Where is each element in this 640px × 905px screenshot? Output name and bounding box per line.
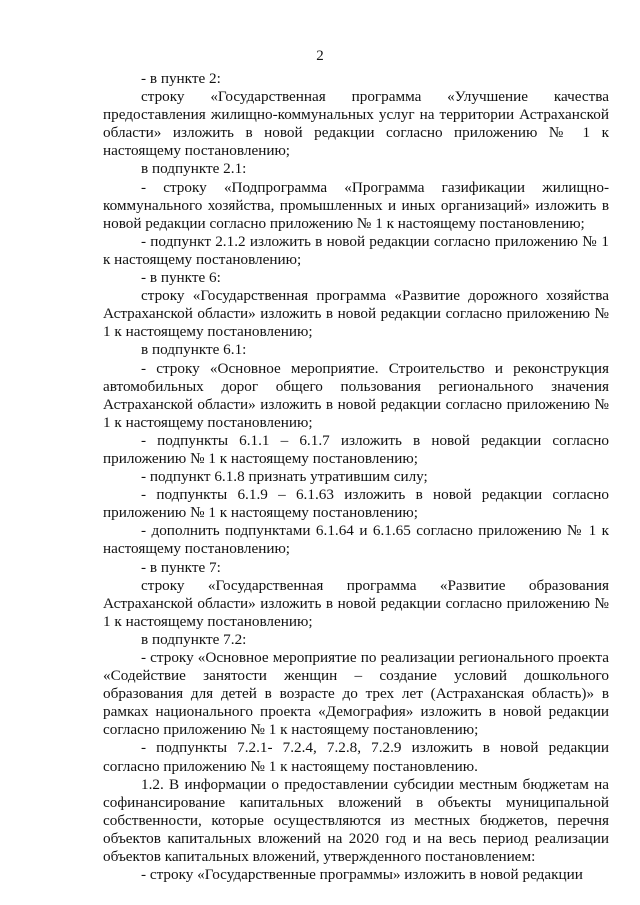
paragraph: в подпункте 2.1: bbox=[141, 160, 247, 178]
paragraph: строку «Государственная программа «Развитие образования Астраханской области» изложить в новой редакции согласно приложению № 1 к настоящему постановлению; bbox=[103, 576, 609, 630]
paragraph: - дополнить подпунктами 6.1.64 и 6.1.65 согласно приложению № 1 к настоящему постановлению; bbox=[103, 522, 609, 558]
paragraph: строку «Государственная программа «Развитие дорожного хозяйства Астраханской области» изложить в новой редакции согласно приложению № 1 к настоящему постановлению; bbox=[103, 287, 609, 341]
paragraph: - подпункт 6.1.8 признать утратившим силу; bbox=[141, 468, 428, 486]
paragraph: - в пункте 2: bbox=[141, 70, 221, 87]
paragraph: - подпункты 6.1.9 – 6.1.63 изложить в новой редакции согласно приложению № 1 к настоящему постановлению; bbox=[103, 486, 609, 522]
paragraph: 1.2. В информации о предоставлении субсидии местным бюджетам на софинансирование капитальных вложений в объекты муниципальной собственности, которые осуществляются из местных бюджетов, перечня объектов капитальных вложений на 2020 год и на весь период реализации объектов капитальных вложений, утвержденного постановлением: bbox=[103, 775, 609, 866]
paragraph: - в пункте 6: bbox=[141, 269, 221, 287]
paragraph: - строку «Основное мероприятие. Строительство и реконструкция автомобильных дорог общего пользования регионального значения Астраханской области» изложить в новой редакции согласно приложению № 1 к настоящему постановлению; bbox=[103, 359, 609, 431]
paragraph: - в пункте 7: bbox=[141, 558, 221, 576]
paragraph: - строку «Основное мероприятие по реализации регионального проекта «Содействие занятости женщин – создание условий дошкольного образования для детей в возрасте до трех лет (Астраханская область)» в рамках национального проекта «Демография» изложить в новой редакции согласно приложению № 1 к настоящему постановлению; bbox=[103, 649, 609, 739]
paragraph: - подпункты 7.2.1- 7.2.4, 7.2.8, 7.2.9 изложить в новой редакции согласно приложению № 1 к настоящему постановлению. bbox=[103, 739, 609, 775]
paragraph: - подпункты 6.1.1 – 6.1.7 изложить в новой редакции согласно приложению № 1 к настоящему постановлению; bbox=[103, 431, 609, 467]
paragraph: строку «Государственная программа «Улучшение качества предоставления жилищно-коммунальных услуг на территории Астраханской области» изложить в новой редакции согласно приложению № 1 к настоящему постановлению; bbox=[103, 88, 609, 160]
paragraph: в подпункте 6.1: bbox=[141, 341, 247, 359]
paragraph: - подпункт 2.1.2 изложить в новой редакции согласно приложению № 1 к настоящему постановлению; bbox=[103, 232, 609, 268]
page-number: 2 bbox=[316, 48, 324, 64]
paragraph: в подпункте 7.2: bbox=[141, 630, 247, 648]
paragraph: - строку «Подпрограмма «Программа газификации жилищно-коммунального хозяйства, промышленных и иных организаций» изложить в новой редакции согласно приложению № 1 к настоящему постановлению; bbox=[103, 178, 609, 232]
paragraph: - строку «Государственные программы» изложить в новой редакции bbox=[141, 866, 583, 884]
document-body bbox=[103, 70, 609, 884]
